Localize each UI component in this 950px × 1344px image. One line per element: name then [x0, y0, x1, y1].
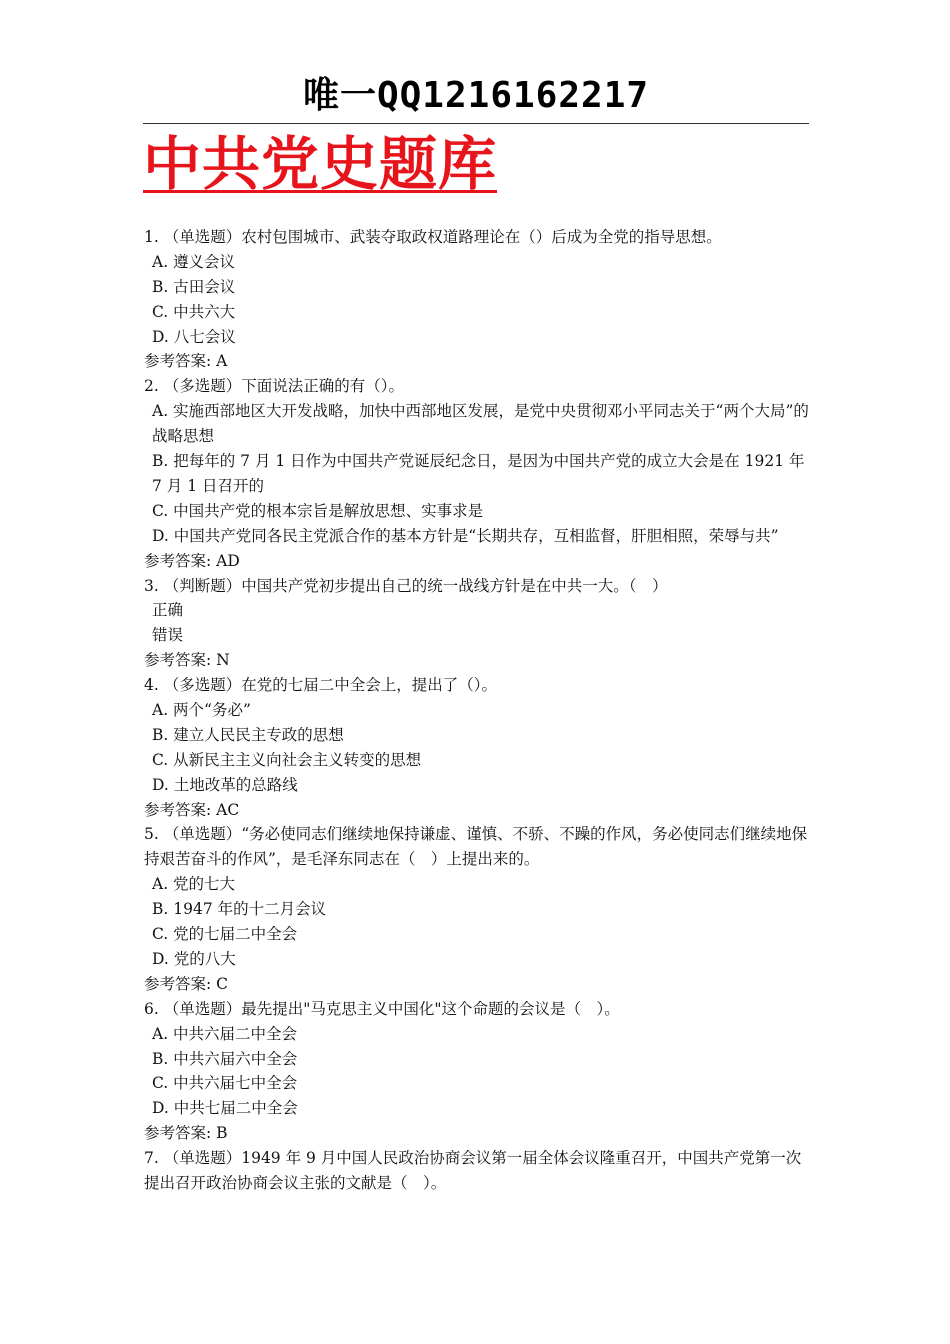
- answer-label: 参考答案:: [144, 651, 217, 670]
- question-option: A. 党的七大: [152, 875, 236, 894]
- question-option: D. 中共七届二中全会: [152, 1099, 298, 1118]
- question-item: [144, 1146, 810, 1196]
- question-option: C. 党的七届二中全会: [152, 925, 298, 944]
- question-option: 正确: [152, 601, 184, 620]
- answer-line: [144, 1121, 810, 1146]
- answer-value: B: [216, 1124, 228, 1143]
- question-item: [144, 997, 810, 1146]
- question-item: [144, 374, 810, 573]
- answer-value: N: [216, 651, 230, 670]
- question-option: B. 古田会议: [152, 277, 236, 296]
- question-option: C. 从新民主主义向社会主义转变的思想: [152, 750, 422, 769]
- answer-value: AC: [216, 800, 240, 819]
- question-option: D. 八七会议: [152, 327, 236, 346]
- answer-label: 参考答案:: [144, 974, 217, 993]
- question-stem: 6. （单选题）最先提出"马克思主义中国化"这个命题的会议是（ ）。: [144, 999, 620, 1018]
- question-option: C. 中国共产党的根本宗旨是解放思想、实事求是: [152, 501, 484, 520]
- question-item: [144, 225, 810, 374]
- question-option: B. 建立人民民主专政的思想: [152, 725, 344, 744]
- question-option: A. 中共六届二中全会: [152, 1024, 298, 1043]
- question-list: [144, 225, 810, 1196]
- answer-value: C: [216, 974, 229, 993]
- answer-line: [144, 349, 810, 374]
- question-stem: 2. （多选题）下面说法正确的有（）。: [144, 377, 404, 396]
- answer-line: [144, 549, 810, 574]
- question-stem: 1. （单选题）农村包围城市、武装夺取政权道路理论在（）后成为全党的指导思想。: [144, 228, 722, 246]
- question-option: B. 1947 年的十二月会议: [152, 900, 327, 919]
- answer-line: [144, 798, 810, 823]
- question-stem: 3. （判断题）中国共产党初步提出自己的统一战线方针是在中共一大。（ ）: [144, 576, 668, 595]
- answer-line: [144, 648, 810, 673]
- question-option: D. 土地改革的总路线: [152, 775, 298, 794]
- question-option: A. 遵义会议: [152, 252, 236, 271]
- answer-label: 参考答案:: [144, 551, 217, 570]
- question-option: B. 中共六届六中全会: [152, 1049, 298, 1068]
- answer-label: 参考答案:: [144, 800, 217, 819]
- header-divider: [143, 123, 809, 124]
- answer-value: A: [216, 352, 228, 371]
- header-watermark-title: 唯一QQ1216162217: [302, 75, 650, 116]
- question-stem: 5. （单选题）“务必使同志们继续地保持谦虚、谨慎、不骄、不躁的作风，务必使同志们继续地保持艰苦奋斗的作风”，是毛泽东同志在（ ）上提出来的。: [144, 825, 808, 869]
- question-item: [144, 574, 810, 674]
- question-option: A. 两个“务必”: [152, 701, 251, 719]
- answer-line: [144, 972, 810, 997]
- question-option: D. 党的八大: [152, 949, 236, 968]
- question-item: [144, 673, 810, 822]
- answer-value: AD: [216, 551, 240, 570]
- question-option: B. 把每年的 7 月 1 日作为中国共产党诞辰纪念日，是因为中国共产党的成立大会是在 1921 年 7 月 1 日召开的: [152, 452, 805, 495]
- question-option: D. 中国共产党同各民主党派合作的基本方针是“长期共存，互相监督，肝胆相照，荣辱与共”: [152, 526, 779, 545]
- question-stem: 4. （多选题）在党的七届二中全会上，提出了（）。: [144, 676, 497, 695]
- question-item: [144, 822, 810, 996]
- document-title: 中共党史题库: [143, 130, 498, 198]
- question-stem: 7. （单选题）1949 年 9 月中国人民政治协商会议第一届全体会议隆重召开，中国共产党第一次提出召开政治协商会议主张的文献是（ ）。: [144, 1149, 802, 1192]
- answer-label: 参考答案:: [144, 352, 217, 371]
- question-option: C. 中共六届七中全会: [152, 1074, 298, 1093]
- question-option: C. 中共六大: [152, 302, 236, 321]
- question-option: 错误: [152, 626, 184, 645]
- answer-label: 参考答案:: [144, 1124, 217, 1143]
- question-option: A. 实施西部地区大开发战略，加快中西部地区发展，是党中央贯彻邓小平同志关于“两个大局”的战略思想: [152, 402, 809, 446]
